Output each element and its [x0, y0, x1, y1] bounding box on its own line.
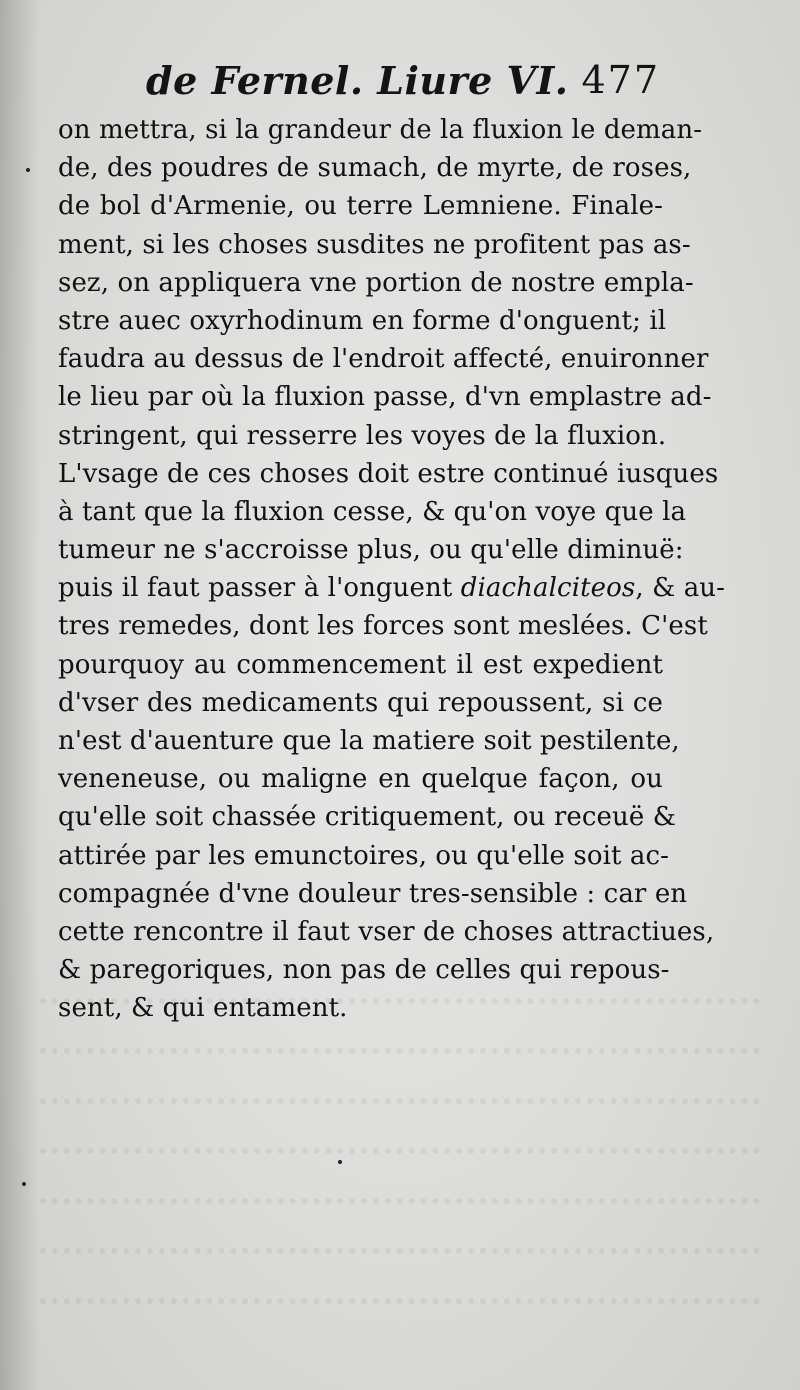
text-line: veneneuse, ou maligne en quelque façon, ou — [58, 764, 663, 795]
text-line-last: sent, & qui entament. — [58, 993, 348, 1024]
text-line: cette rencontre il faut vser de choses attractiues, — [58, 916, 715, 947]
text-line: ment, si les choses susdites ne profitent pas as- — [58, 229, 691, 260]
page-gutter-shadow — [0, 0, 40, 1390]
text-line: faudra au dessus de l'endroit affecté, enuironner — [58, 344, 709, 375]
text-line: qu'elle soit chassée critiquement, ou receuë & — [58, 802, 676, 833]
text-line: n'est d'auenture que la matiere soit pestilente, — [58, 726, 680, 756]
text-segment: puis il faut passer à l'onguent — [58, 573, 461, 604]
text-segment: , & au- — [635, 573, 726, 604]
text-line: tumeur ne s'accroisse plus, ou qu'elle diminuë: — [58, 535, 684, 566]
text-line: le lieu par où la fluxion passe, d'vn emplastre ad- — [58, 382, 712, 413]
body-text — [58, 111, 726, 1028]
text-line: sez, on appliquera vne portion de nostre empla- — [58, 267, 694, 298]
page-number: 477 — [581, 58, 660, 102]
text-line: à tant que la fluxion cesse, & qu'on voye que la — [58, 496, 687, 527]
text-line: stre auec oxyrhodinum en forme d'onguent; il — [58, 305, 667, 336]
ink-speck — [338, 1160, 342, 1164]
text-line: L'vsage de ces choses doit estre continué iusques — [58, 458, 719, 489]
text-line: stringent, qui resserre les voyes de la fluxion. — [58, 420, 667, 451]
running-header — [60, 58, 660, 108]
ink-speck — [26, 168, 30, 172]
text-line: tres remedes, dont les forces sont meslées. C'est — [58, 611, 708, 642]
text-line: de, des poudres de sumach, de myrte, de roses, — [58, 153, 692, 184]
italic-term: diachalciteos — [460, 573, 636, 604]
ink-speck — [22, 1182, 26, 1186]
text-line: compagnée d'vne douleur tres-sensible : car en — [58, 878, 688, 909]
running-title: de Fernel. Liure VI. — [146, 58, 569, 103]
text-line: de bol d'Armenie, ou terre Lemniene. Finale- — [58, 191, 663, 222]
text-line: & paregoriques, non pas de celles qui repous- — [58, 955, 670, 986]
text-line: pourquoy au commencement il est expedient — [58, 649, 663, 680]
text-line-with-italic — [58, 569, 726, 607]
text-line: attirée par les emunctoires, ou qu'elle soit ac- — [58, 840, 670, 871]
text-line: on mettra, si la grandeur de la fluxion le deman- — [58, 115, 703, 145]
text-line: d'vser des medicaments qui repoussent, si ce — [58, 687, 663, 718]
